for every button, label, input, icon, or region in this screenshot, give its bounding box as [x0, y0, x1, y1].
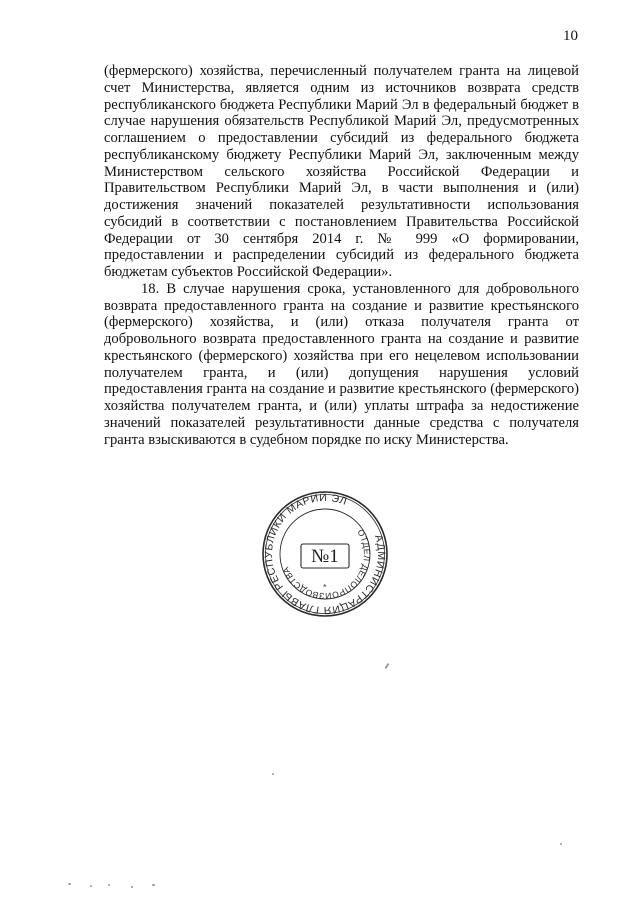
page-number: 10	[563, 28, 578, 44]
scan-speck	[152, 884, 155, 886]
scan-speck	[108, 884, 110, 886]
scan-speck	[68, 883, 71, 885]
scan-speck	[560, 843, 562, 845]
scan-speck	[131, 886, 133, 888]
stamp-seal	[261, 490, 389, 618]
stamp-number: №1	[311, 546, 339, 567]
stamp-star: *	[323, 582, 327, 592]
stamp-outer-text: АДМИНИСТРАЦИЯ ГЛАВЫ РЕСПУБЛИКИ МАРИЙ ЭЛ	[262, 491, 388, 617]
scan-speck	[272, 773, 274, 775]
stamp-inner-text: ОТДЕЛ ДЕЛОПРОИЗВОДСТВА	[280, 527, 373, 602]
paragraph-18: 18. В случае нарушения срока, установленного для добровольного возврата предоставленного гранта на создание и развитие крестьянского (фермерского) хозяйства, и (или) отказа получателя гранта от добровольного возврата предоставленного гранта на создание и развитие крестьянского (фермерского) хозяйства при его нецелевом использовании получателем гранта, и (или) допущения нарушения условий предоставления гранта на создание и развитие крестьянского (фермерского) хозяйства получателем гранта, и (или) уплаты штрафа за недостижение значений показателей результативности данные средства с получателя гранта взыскиваются в судебном порядке по иску Министерства.	[104, 280, 579, 448]
paragraph-continuation: (фермерского) хозяйства, перечисленный получателем гранта на лицевой счет Министерства, является одним из источников возврата средств республиканского бюджета Республики Марий Эл в федеральный бюджет в случае нарушения обязательств Республикой Марий Эл, предусмотренных соглашением о предоставлении субсидий из федерального бюджета республиканскому бюджету Республики Марий Эл, заключенным между Министерством сельского хозяйства Российской Федерации и Правительством Республики Марий Эл, в части выполнения и (или) достижения значений показателей результативности использования субсидий в соответствии с постановлением Правительства Российской Федерации от 30 сентября 2014 г. № 999 «О формировании, предоставлении и распределении субсидий из федерального бюджета бюджетам субъектов Российской Федерации».	[104, 63, 579, 280]
office-stamp	[261, 490, 389, 618]
document-body	[104, 63, 579, 448]
scan-speck	[384, 663, 389, 669]
scan-speck	[90, 885, 92, 887]
